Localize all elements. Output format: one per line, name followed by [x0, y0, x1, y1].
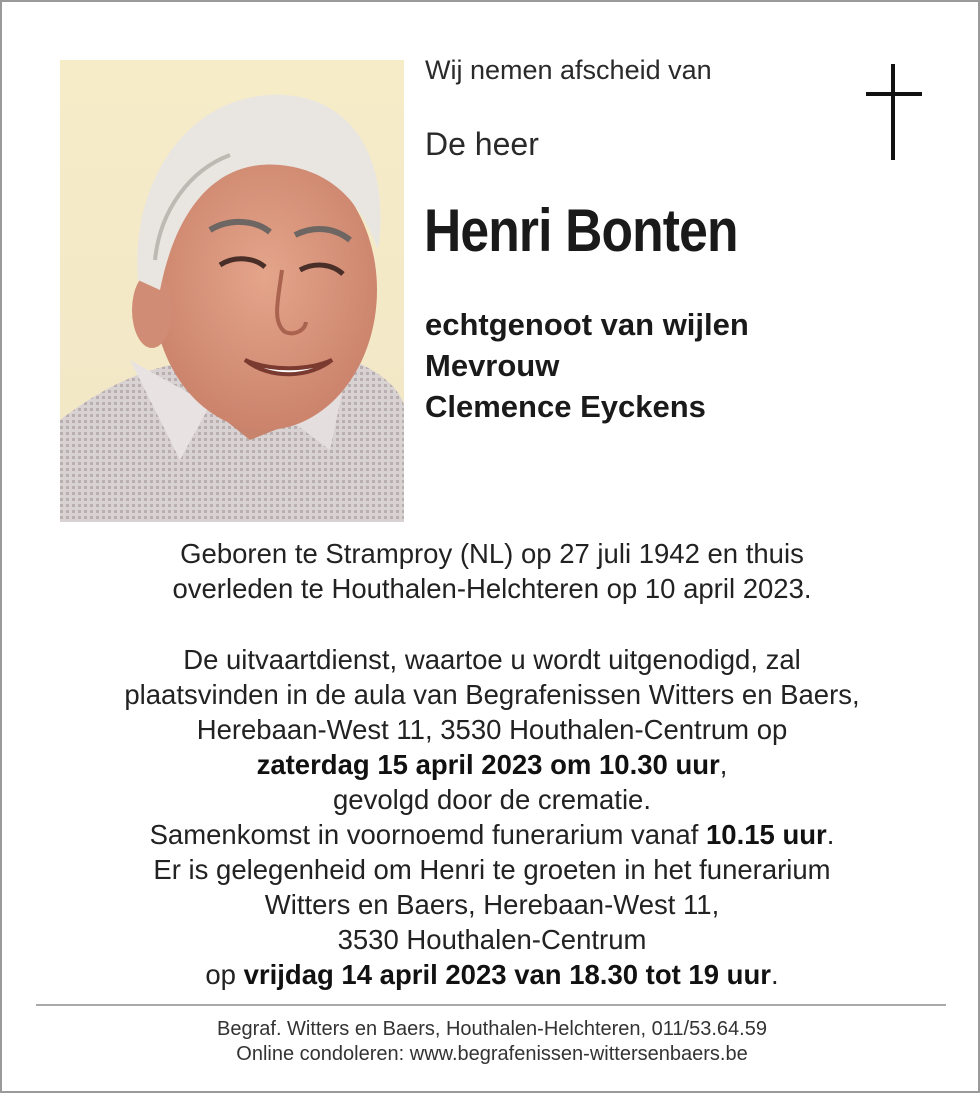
service-line-2: plaatsvinden in de aula van Begrafenissen Witters en Baers,	[124, 679, 860, 710]
visit-date-line: op vrijdag 14 april 2023 van 18.30 tot 19 uur.	[205, 959, 779, 990]
spouse-line-title: Mevrouw	[425, 348, 560, 383]
gathering-time: 10.15 uur	[705, 819, 827, 850]
portrait-photo	[60, 60, 404, 522]
deceased-name: Henri Bonten	[424, 197, 738, 264]
latin-cross-icon	[864, 64, 924, 162]
intro-text: Wij nemen afscheid van	[425, 55, 712, 85]
obituary-body	[42, 536, 942, 992]
spouse-line-name: Clemence Eyckens	[425, 389, 706, 424]
service-date: zaterdag 15 april 2023 om 10.30 uur	[256, 749, 720, 780]
birth-line: Geboren te Stramproy (NL) op 27 juli 1942 en thuis	[180, 538, 804, 569]
death-line: overleden te Houthalen-Helchteren op 10 april 2023.	[172, 573, 812, 604]
visit-line-3: 3530 Houthalen-Centrum	[337, 924, 647, 955]
service-line-1: De uitvaartdienst, waartoe u wordt uitgenodigd, zal	[183, 644, 801, 675]
visit-date: vrijdag 14 april 2023 van 18.30 tot 19 uur	[243, 959, 771, 990]
online-condolence-link[interactable]: Online condoleren: www.begrafenissen-wittersenbaers.be	[236, 1043, 748, 1065]
visit-line-2: Witters en Baers, Herebaan-West 11,	[264, 889, 720, 920]
funeral-home-contact: Begraf. Witters en Baers, Houthalen-Helchteren, 011/53.64.59	[217, 1018, 767, 1040]
gathering-line: Samenkomst in voornoemd funerarium vanaf 10.15 uur.	[149, 819, 835, 850]
spouse-info	[425, 304, 749, 427]
spouse-line-relation: echtgenoot van wijlen	[425, 307, 749, 342]
service-line-5: gevolgd door de crematie.	[333, 784, 651, 815]
footer-divider	[36, 1004, 946, 1006]
service-date-line: zaterdag 15 april 2023 om 10.30 uur,	[256, 749, 728, 780]
visit-line-1: Er is gelegenheid om Henri te groeten in het funerarium	[153, 854, 831, 885]
service-line-3: Herebaan-West 11, 3530 Houthalen-Centrum op	[196, 714, 788, 745]
salutation: De heer	[425, 126, 539, 162]
footer	[42, 1017, 942, 1067]
